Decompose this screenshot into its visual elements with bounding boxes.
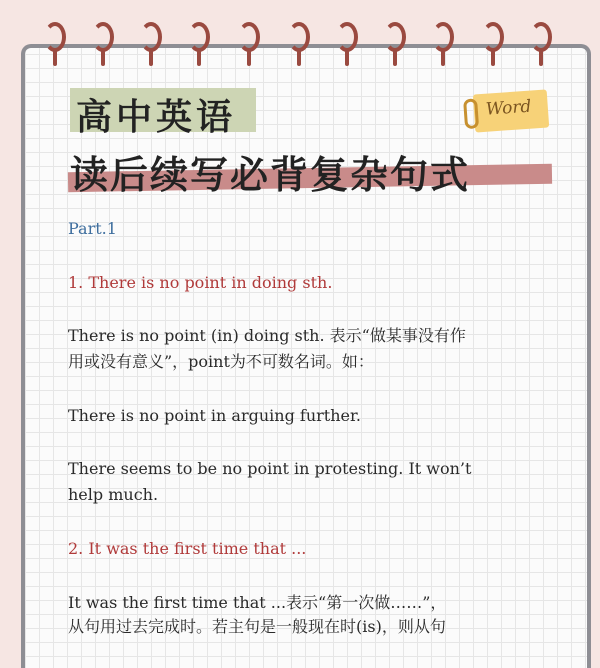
ring-icon: [140, 22, 162, 52]
paragraph-2-line-1: It was the first time that ...表示“第一次做……”，: [68, 593, 447, 612]
example-2-line-1: There seems to be no point in protesting. It won’t: [68, 459, 472, 478]
example-1: There is no point in arguing further.: [68, 406, 361, 425]
example-2-line-2: help much.: [68, 485, 159, 504]
heading-1: 1. There is no point in doing sth.: [68, 273, 333, 292]
ring-icon: [92, 22, 114, 52]
paragraph-2-line-2: 从句用过去完成时。若主句是一般现在时(is)，则从句: [68, 617, 446, 636]
ring-icon: [482, 22, 504, 52]
title-line-1: [70, 88, 256, 138]
word-tag: [473, 89, 549, 132]
part-label: Part.1: [68, 219, 117, 238]
paragraph-1-line-2: 用或没有意义”，point为不可数名词。如：: [68, 352, 374, 371]
ring-icon: [188, 22, 210, 52]
paperclip-icon: [463, 98, 479, 129]
paragraph-1-line-1: There is no point (in) doing sth. 表示“做某事没有作: [68, 326, 466, 345]
title-line-1-text: 高中英语: [76, 96, 237, 138]
heading-2: 2. It was the first time that ...: [68, 539, 307, 558]
ring-icon: [530, 22, 552, 52]
ring-icon: [44, 22, 66, 52]
ring-icon: [288, 22, 310, 52]
ring-icon: [384, 22, 406, 52]
ring-icon: [432, 22, 454, 52]
ring-icon: [238, 22, 260, 52]
word-tag-label: Word: [485, 96, 533, 120]
spiral-binding: [0, 0, 600, 70]
ring-icon: [336, 22, 358, 52]
title-line-2: [68, 146, 552, 196]
title-line-2-text: 读后续写必背复杂句式: [70, 152, 471, 197]
